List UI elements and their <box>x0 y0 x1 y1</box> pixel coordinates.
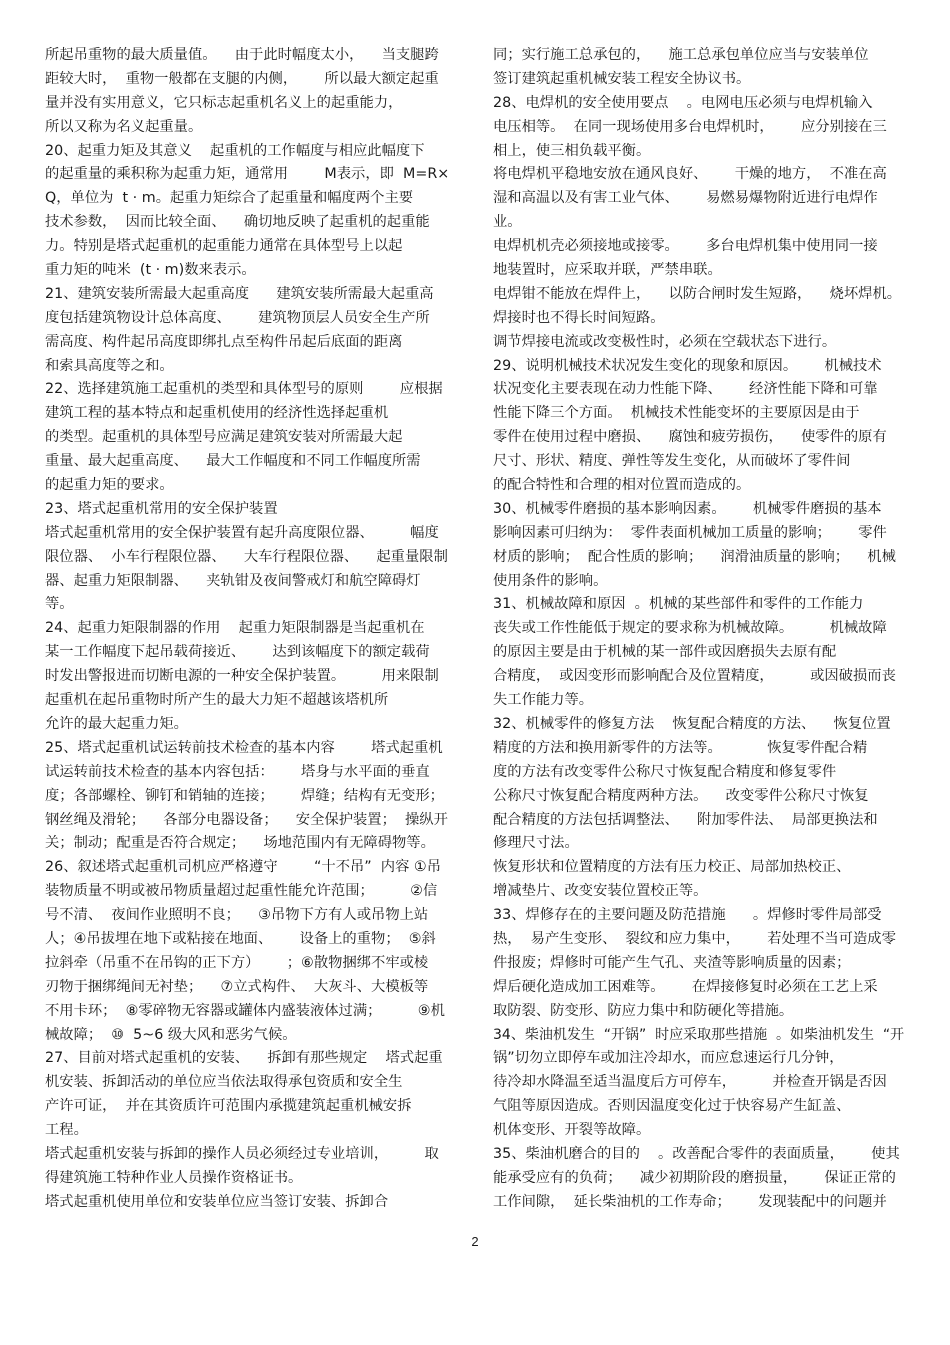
text-line: 丧失或工作性能低于规定的要求称为机械故障。 机械故障 <box>493 620 887 637</box>
text-line: 28、电焊机的安全使用要点 。电网电压必须与电焊机输入 <box>493 94 873 111</box>
text-line: 合精度， 或因变形而影响配合及位置精度， 或因破损而丧 <box>493 668 896 685</box>
text-line: 23、塔式起重机常用的安全保护装置 <box>45 500 278 517</box>
text-line: 试运转前技术检查的基本内容包括： 塔身与水平面的垂直 <box>45 763 430 780</box>
text-line: 产许可证， 并在其资质许可范围内承揽建筑起重机械安拆 <box>45 1098 412 1115</box>
text-line: 22、选择建筑施工起重机的类型和具体型号的原则 应根据 <box>45 381 443 398</box>
text-line: 失工作能力等。 <box>493 692 594 709</box>
text-line: 关；制动；配重是否符合规定； 场地范围内有无障碍物等。 <box>45 835 435 852</box>
text-line: 修理尺寸法。 <box>493 835 579 852</box>
text-line: 待冷却水降温至适当温度后方可停车， 并检查开锅是否因 <box>493 1074 887 1091</box>
text-line: 32、机械零件的修复方法 恢复配合精度的方法、 恢复位置 <box>493 715 891 732</box>
text-line: 建筑工程的基本特点和起重机使用的经济性选择起重机 <box>45 405 389 422</box>
text-line: 影响因素可归纳为： 零件表面机械加工质量的影响； 零件 <box>493 524 887 541</box>
text-line: 需高度、构件起吊高度即绑扎点至构件吊起后底面的距离 <box>45 333 403 350</box>
text-line: 的类型。起重机的具体型号应满足建筑安装对所需最大起 <box>45 429 403 446</box>
text-line: 的起重力矩的要求。 <box>45 477 174 494</box>
text-line: 和索具高度等之和。 <box>45 357 174 374</box>
text-line: 30、机械零件磨损的基本影响因素。 机械零件磨损的基本 <box>493 500 882 517</box>
text-line: 材质的影响； 配合性质的影响； 润滑油质量的影响； 机械 <box>493 548 896 565</box>
text-line: 的起重量的乘积称为起重力矩，通常用 M表示，即 M=R× <box>45 166 450 183</box>
text-line: 恢复形状和位置精度的方法有压力校正、局部加热校正、 <box>493 859 851 876</box>
text-line: 得建筑施工特种作业人员操作资格证书。 <box>45 1169 303 1186</box>
text-line: 同；实行施工总承包的， 施工总承包单位应当与安装单位 <box>493 47 869 63</box>
text-line: 距较大时， 重物一般都在支腿的内侧， 所以最大额定起重 <box>45 70 439 87</box>
text-line: 公称尺寸恢复配合精度两种方法。 改变零件公称尺寸恢复 <box>493 787 869 804</box>
text-line: 不用卡环； ⑧零碎物无容器或罐体内盛装液体过满； ⑨机 <box>45 1002 445 1019</box>
text-line: 精度的方法和换用新零件的方法等。 恢复零件配合精 <box>493 739 868 756</box>
text-line: 起重机在起吊重物时所产生的最大力矩不超越该塔机所 <box>45 692 389 709</box>
text-line: 签订建筑起重机械安装工程安全协议书。 <box>493 70 751 87</box>
text-line: 所以又称为名义起重量。 <box>45 118 203 135</box>
text-line: 34、柴油机发生 “开锅” 时应采取那些措施 。如柴油机发生 “开 <box>493 1026 905 1043</box>
text-line: 性能下降三个方面。 机械技术性能变坏的主要原因是由于 <box>493 405 860 422</box>
text-line: 度；各部螺栓、铆钉和销轴的连接； 焊缝；结构有无变形； <box>45 787 444 804</box>
text-line: 器、起重力矩限制器、 夹轨钳及夜间警戒灯和航空障碍灯 <box>45 572 421 589</box>
text-line: 等。 <box>45 596 74 613</box>
text-line: 29、说明机械技术状况发生变化的现象和原因。 机械技术 <box>493 357 882 374</box>
text-line: 业。 <box>493 214 522 231</box>
text-line: 湿和高温以及有害工业气体、 易燃易爆物附近进行电焊作 <box>493 190 878 207</box>
text-line: 塔式起重机使用单位和安装单位应当签订安装、拆卸合 <box>45 1193 389 1210</box>
text-line: 电压相等。 在同一现场使用多台电焊机时， 应分别接在三 <box>493 118 887 135</box>
text-line: 钢丝绳及滑轮； 各部分电器设备； 安全保护装置； 操纵开 <box>45 811 448 828</box>
text-line: 气阻等原因造成。否则因温度变化过于快容易产生缸盖、 <box>493 1098 851 1115</box>
text-line: 所起吊重物的最大质量值。 由于此时幅度太小， 当支腿跨 <box>45 47 439 63</box>
text-line: 工程。 <box>45 1122 88 1139</box>
text-line: 27、目前对塔式起重机的安装、 拆卸有那些规定 塔式起重 <box>45 1050 443 1067</box>
text-line: 号不清、 夜间作业照明不良； ③吊物下方有人或吊物上站 <box>45 907 429 924</box>
page-number: 2 <box>471 1234 479 1249</box>
text-line: 33、焊修存在的主要问题及防范措施 。焊修时零件局部受 <box>493 907 882 924</box>
text-line: 相上，使三相负载平衡。 <box>493 142 651 159</box>
text-line: 调节焊接电流或改变极性时，必须在空载状态下进行。 <box>493 333 837 350</box>
text-line: 重力矩的吨米 (t · m)数来表示。 <box>45 262 256 279</box>
text-line: 量并没有实用意义，它只标志起重机名义上的起重能力， <box>45 94 403 111</box>
text-line: 26、叙述塔式起重机司机应严格遵守 “十不吊” 内容 ①吊 <box>45 859 442 876</box>
text-line: 25、塔式起重机试运转前技术检查的基本内容 塔式起重机 <box>45 739 443 756</box>
left-text-column <box>45 44 457 1215</box>
text-line: 限位器、 小车行程限位器、 大车行程限位器、 起重量限制 <box>45 548 448 565</box>
text-line: 将电焊机平稳地安放在通风良好、 干燥的地方， 不准在高 <box>493 166 887 183</box>
text-line: Q，单位为 t · m。起重力矩综合了起重量和幅度两个主要 <box>45 190 414 207</box>
text-line: 塔式起重机常用的安全保护装置有起升高度限位器、 幅度 <box>45 524 439 541</box>
text-line: 21、建筑安装所需最大起重高度 建筑安装所需最大起重高 <box>45 285 434 302</box>
text-line: 增减垫片、改变安装位置校正等。 <box>493 883 708 900</box>
text-line: 度包括建筑物设计总体高度、 建筑物顶层人员安全生产所 <box>45 309 430 326</box>
text-line: 某一工作幅度下起吊载荷接近、 达到该幅度下的额定载荷 <box>45 644 430 661</box>
text-line: 配合精度的方法包括调整法、 附加零件法、 局部更换法和 <box>493 811 878 828</box>
text-line: 时发出警报进而切断电源的一种安全保护装置。 用来限制 <box>45 668 439 685</box>
text-line: 塔式起重机安装与拆卸的操作人员必须经过专业培训， 取 <box>45 1145 439 1162</box>
text-line: 允许的最大起重力矩。 <box>45 715 188 732</box>
text-line: 31、机械故障和原因 。机械的某些部件和零件的工作能力 <box>493 596 864 613</box>
text-line: 地装置时，应采取并联，严禁串联。 <box>493 262 722 279</box>
text-line: 使用条件的影响。 <box>493 572 608 589</box>
text-line: 装物质量不明或被吊物质量超过起重性能允许范围； ②信 <box>45 883 438 900</box>
text-line: 的原因主要是由于机械的某一部件或因磨损失去原有配 <box>493 644 837 661</box>
text-line: 件报废；焊修时可能产生气孔、夹渣等影响质量的因素； <box>493 954 851 971</box>
text-line: 械故障； ⑩ 5~6 级大风和恶劣气候。 <box>45 1026 297 1043</box>
text-line: 力。特别是塔式起重机的起重能力通常在具体型号上以起 <box>45 238 403 255</box>
text-line: 20、起重力矩及其意义 起重机的工作幅度与相应此幅度下 <box>45 142 425 159</box>
text-line: 尺寸、形状、精度、弹性等发生变化，从而破坏了零件间 <box>493 453 851 470</box>
text-line: 热， 易产生变形、 裂纹和应力集中， 若处理不当可造成零 <box>493 930 896 947</box>
text-line: 的配合特性和合理的相对位置而造成的。 <box>493 477 751 494</box>
text-line: 零件在使用过程中磨损、 腐蚀和疲劳损伤， 使零件的原有 <box>493 429 887 446</box>
text-line: 电焊机机壳必须接地或接零。 多台电焊机集中使用同一接 <box>493 238 878 255</box>
text-line: 焊接时也不得长时间短路。 <box>493 309 665 326</box>
text-line: 状况变化主要表现在动力性能下降、 经济性能下降和可靠 <box>493 381 878 398</box>
text-line: 能承受应有的负荷； 减少初期阶段的磨损量， 保证正常的 <box>493 1169 896 1186</box>
text-line: 电焊钳不能放在焊件上， 以防合闸时发生短路， 烧坏焊机。 <box>493 285 902 302</box>
text-line: 35、柴油机磨合的目的 。改善配合零件的表面质量， 使其 <box>493 1145 900 1162</box>
text-line: 焊后硬化造成加工困难等。 在焊接修复时必须在工艺上采 <box>493 978 878 995</box>
text-line: 度的方法有改变零件公称尺寸恢复配合精度和修复零件 <box>493 763 837 780</box>
text-line: 工作间隙， 延长柴油机的工作寿命； 发现装配中的问题并 <box>493 1193 887 1210</box>
text-line: 机安装、拆卸活动的单位应当依法取得承包资质和安全生 <box>45 1074 403 1091</box>
text-line: 刃物于捆绑绳间无衬垫； ⑦立式构件、 大灰斗、大模板等 <box>45 978 429 995</box>
text-line: 人；④吊拔埋在地下或粘接在地面、 设备上的重物； ⑤斜 <box>45 930 436 947</box>
text-line: 机体变形、开裂等故障。 <box>493 1122 651 1139</box>
text-line: 技术参数， 因而比较全面、 确切地反映了起重机的起重能 <box>45 214 430 231</box>
text-line: 拉斜牵（吊重不在吊钩的正下方） ；⑥散物捆绑不牢或棱 <box>45 954 429 971</box>
text-line: 锅”切勿立即停车或加注冷却水，而应怠速运行几分钟， <box>493 1050 844 1067</box>
right-text-column <box>493 44 905 1215</box>
text-line: 重量、最大起重高度、 最大工作幅度和不同工作幅度所需 <box>45 453 421 470</box>
text-line: 24、起重力矩限制器的作用 起重力矩限制器是当起重机在 <box>45 620 425 637</box>
text-line: 取防裂、防变形、防应力集中和防硬化等措施。 <box>493 1002 794 1019</box>
